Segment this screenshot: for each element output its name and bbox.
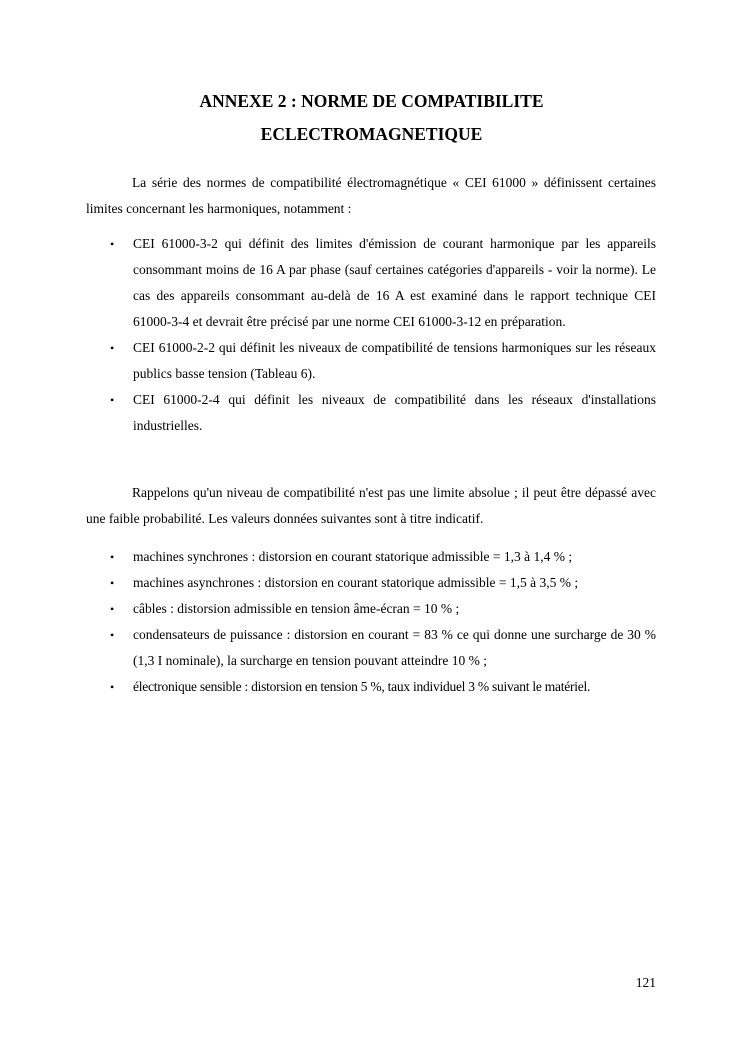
list-item-text: câbles : distorsion admissible en tension âme-écran = 10 % ; — [133, 601, 460, 616]
list-item — [86, 674, 656, 700]
list-item-text: condensateurs de puissance : distorsion en courant = 83 % ce qui donne une surcharge de 30 % (1,3 I nominale), la surcharge en tension pouvant atteindre 10 % ; — [133, 627, 656, 668]
list-item — [86, 622, 656, 674]
list-item — [86, 335, 656, 387]
bullet-icon: • — [110, 680, 115, 694]
bullet-icon: • — [110, 237, 115, 251]
recall-paragraph — [86, 480, 656, 532]
list-item — [86, 231, 656, 335]
list-item — [86, 387, 656, 439]
list-item — [86, 544, 656, 570]
intro-paragraph — [86, 170, 656, 222]
intro-text: La série des normes de compatibilité électromagnétique « CEI 61000 » définissent certaines limites concernant les harmoniques, notamment : — [86, 175, 656, 216]
standards-list — [86, 231, 656, 439]
list-item-text: CEI 61000-2-2 qui définit les niveaux de compatibilité de tensions harmoniques sur les réseaux publics basse tension (Tableau 6). — [133, 340, 656, 381]
list-item-text: électronique sensible : distorsion en tension 5 %, taux individuel 3 % suivant le matériel. — [133, 679, 591, 694]
list-item-text: machines synchrones : distorsion en courant statorique admissible = 1,3 à 1,4 % ; — [133, 549, 573, 564]
bullet-icon: • — [110, 341, 115, 355]
list-item-text: CEI 61000-2-4 qui définit les niveaux de compatibilité dans les réseaux d'installations industrielles. — [133, 392, 656, 433]
bullet-icon: • — [110, 628, 115, 642]
annex-title-line-2: ECLECTROMAGNETIQUE — [260, 124, 483, 144]
bullet-icon: • — [110, 550, 115, 564]
list-item — [86, 570, 656, 596]
bullet-icon: • — [110, 576, 115, 590]
list-item-text: CEI 61000-3-2 qui définit des limites d'émission de courant harmonique par les appareils consommant moins de 16 A par phase (sauf certaines catégories d'appareils - voir la norme). Le cas des appareils consommant au-delà de 16 A est examiné dans le rapport technique CEI 61000-3-4 et devrait être précisé par une norme CEI 61000-3-12 en préparation. — [133, 236, 656, 329]
page-number: 121 — [635, 975, 656, 990]
bullet-icon: • — [110, 393, 115, 407]
list-item-text: machines asynchrones : distorsion en courant statorique admissible = 1,5 à 3,5 % ; — [133, 575, 579, 590]
annex-title-line-1: ANNEXE 2 : NORME DE COMPATIBILITE — [199, 91, 544, 111]
bullet-icon: • — [110, 602, 115, 616]
values-list — [86, 544, 656, 700]
list-item — [86, 596, 656, 622]
recall-text: Rappelons qu'un niveau de compatibilité n'est pas une limite absolue ; il peut être dépassé avec une faible probabilité. Les valeurs données suivantes sont à titre indicatif. — [86, 485, 656, 526]
